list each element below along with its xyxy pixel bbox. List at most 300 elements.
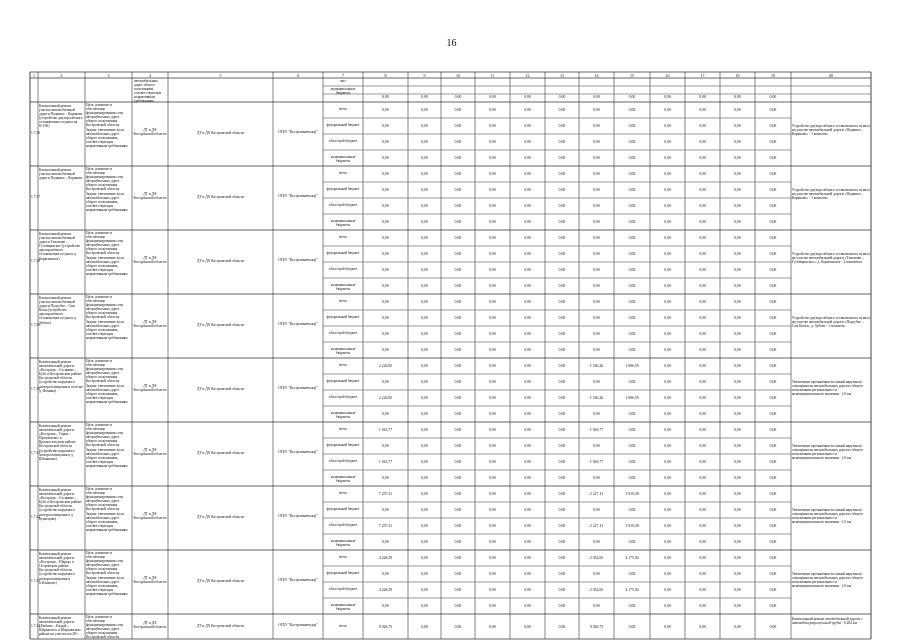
value-cell: 0,00 [628,380,636,384]
value-cell: 0,00 [699,124,706,128]
value-cell: 0,00 [489,300,496,304]
source-label: федеральный бюджет [326,443,360,447]
value-cell: 0,00 [558,268,566,272]
row-customer: ОГБУ "Костромаавтодор" [278,386,318,390]
value-cell: 0,00 [734,624,741,629]
value-cell: 0,00 [664,140,671,144]
value-cell: 0,00 [593,540,600,544]
value-cell: 0,00 [489,156,496,160]
value-cell: 0,00 [558,348,566,352]
value-cell: 0,00 [734,252,741,256]
value-cell: 0,00 [489,140,496,144]
value-cell: 0,00 [524,396,531,400]
value-cell: 1 943,77 [378,428,393,432]
value-cell: 9 026,75 [589,624,604,629]
value-cell: 0,00 [382,108,389,112]
source-label: всего [338,299,348,303]
value-cell: 0,00 [664,572,671,576]
header-cell-3: 3 [107,72,110,78]
header-cell-11: 11 [490,72,495,78]
value-cell: 1 943,77 [589,428,604,432]
row-responsible: ДТ и ДХ Костромской области [133,256,167,265]
value-cell: 0,00 [558,236,566,240]
value-cell: 0,00 [454,428,462,432]
value-cell: 0,00 [628,604,636,608]
value-cell: 0,00 [664,252,671,256]
value-cell: 9 026,75 [378,624,393,629]
value-cell: 0,00 [454,556,462,560]
value-cell: 5 010,28 [625,524,639,528]
row-executor: ДТ и ДХ Костромской области [196,323,245,327]
value-cell: 4 228,59 [378,556,393,560]
value-cell: 0,00 [664,492,671,496]
value-cell: 0,00 [558,604,566,608]
value-cell: 0,00 [664,332,671,336]
value-cell: 0,00 [558,492,566,496]
value-cell: 0,00 [593,252,600,256]
value-cell: 0,00 [628,124,636,128]
value-cell: 0,00 [593,332,600,336]
value-cell: 0,00 [454,524,462,528]
value-cell: 0,00 [699,236,706,240]
value-cell: 0,00 [769,604,777,608]
value-cell: 0,00 [734,316,741,320]
value-cell: 0,00 [699,476,706,480]
value-cell: 0,00 [699,588,706,592]
value-cell: 0,00 [734,156,741,160]
page-number: 16 [446,38,457,49]
value-cell: 4 175,94 [625,588,639,592]
value-cell: 0,00 [769,220,777,224]
value-cell: 0,00 [699,156,706,160]
value-cell: 0,00 [558,444,566,448]
value-cell: 0,00 [489,172,496,176]
value-cell: 0,00 [489,108,496,112]
value-cell: 0,00 [489,476,496,480]
value-cell: 0,00 [664,380,671,384]
value-cell: 0,00 [628,108,636,112]
value-cell: 0,00 [593,108,600,112]
value-cell: 0,00 [489,332,496,336]
value-cell: 0,00 [699,140,706,144]
value-cell: 0,00 [734,588,741,592]
value-cell: 0,00 [734,428,741,432]
value-cell: 0,00 [664,364,671,368]
value-cell: 0,00 [489,508,496,512]
value-cell: 0,00 [664,236,671,240]
value-cell: 0,00 [769,268,777,272]
value-cell: 0,00 [454,572,462,576]
source-label: муниципальные бюджеты [330,155,356,164]
row-executor: ДТ и ДХ Костромской области [196,451,245,455]
row-goal-text: Цель: развитие и обеспечение функционирования сети автомобильных дорог общего пользования Костромской области [86,615,124,640]
value-cell: 0,00 [769,412,777,416]
value-cell: 0,00 [628,172,636,176]
value-cell: 0,00 [454,588,462,592]
value-cell: 0,00 [734,540,741,544]
value-cell: 0,00 [421,476,428,480]
value-cell: 4 175,94 [625,556,639,560]
value-cell: 0,00 [524,332,531,336]
source-label: федеральный бюджет [326,251,360,255]
value-cell: 0,00 [558,524,566,528]
value-cell: 0,00 [628,316,636,320]
value-cell: 0,00 [524,540,531,544]
row-executor: ДТ и ДХ Костромской области [196,515,245,519]
value-cell: 0,00 [454,540,462,544]
header-cell-9: 9 [423,72,426,78]
source-label: федеральный бюджет [326,123,360,127]
value-cell: 0,00 [524,236,531,240]
row-id: 1.7.36 [31,131,40,135]
value-cell: 0,00 [489,396,496,400]
value-cell: 0,00 [558,284,566,288]
value-cell: 0,00 [699,508,706,512]
value-cell: 0,00 [489,428,496,432]
value-cell: 0,00 [734,204,741,208]
value-cell: 0,00 [593,444,600,448]
value-cell: 0,00 [421,220,428,224]
value-cell: 0,00 [454,316,462,320]
value-cell: 0,00 [421,588,428,592]
value-cell: 0,00 [421,332,428,336]
value-cell: 0,00 [421,508,428,512]
row-executor: ДТ и ДХ Костромской области [196,623,245,628]
value-cell: 0,00 [734,348,741,352]
value-cell: 0,00 [558,220,566,224]
value-cell: 0,00 [558,508,566,512]
value-cell: 0,00 [769,95,777,99]
source-label: областной бюджет [328,459,358,463]
value-cell: 0,00 [454,492,462,496]
value-cell: 0,00 [524,252,531,256]
value-cell: 0,00 [664,396,671,400]
source-label: муниципальные бюджеты [330,347,356,356]
value-cell: 0,00 [699,524,706,528]
row-expected-result: Капитальный ремонт автомобильной дороги с заменой водопропускной трубы - 0,204 км [792,616,863,625]
value-cell: 0,00 [664,508,671,512]
header-cell-2: 2 [60,72,63,78]
value-cell: 0,00 [454,624,462,629]
value-cell: 0,00 [489,556,496,560]
value-cell: 0,00 [699,428,706,432]
value-cell: 0,00 [489,540,496,544]
value-cell: 0,00 [421,348,428,352]
value-cell: 0,00 [382,95,389,99]
value-cell: 7 237,41 [378,492,393,496]
value-cell: 0,00 [769,204,777,208]
value-cell: 0,00 [454,348,462,352]
value-cell: 0,00 [699,172,706,176]
value-cell: 0,00 [628,572,636,576]
row-measure-name: Капитальный ремонт автомобильной дороги «Кострома – Горки – Прокопьево» в Красносельском районе Костромской области (устройство наружного электроосвещения в д. Шемякино) [39,424,76,461]
value-cell: 0,00 [769,508,777,512]
value-cell: 0,00 [593,348,600,352]
value-cell: 0,00 [421,444,428,448]
value-cell: 0,00 [382,380,389,384]
value-cell: 0,00 [382,284,389,288]
value-cell: 0,00 [734,188,741,192]
row-id: 1.7.40 [31,387,40,391]
value-cell: 0,00 [734,508,741,512]
value-cell: 0,00 [421,572,428,576]
row-measure-name: Капитальный ремонт участка автомобильной дороги Подвязье – Коряково [39,168,83,181]
value-cell: 0,00 [489,220,496,224]
value-cell: 0,00 [454,284,462,288]
value-cell: 0,00 [628,624,636,629]
value-cell: 0,00 [628,156,636,160]
value-cell: 0,00 [734,332,741,336]
value-cell: 0,00 [382,508,389,512]
value-cell: 0,00 [558,624,566,629]
value-cell: 0,00 [699,380,706,384]
value-cell: 2 226,85 [378,396,393,400]
value-cell: 0,00 [489,95,496,99]
value-cell: 0,00 [558,380,566,384]
value-cell: 0,00 [769,444,777,448]
value-cell: 0,00 [734,604,741,608]
value-cell: 0,00 [524,220,531,224]
value-cell: 0,00 [421,412,428,416]
value-cell: 1 540,26 [589,396,604,400]
value-cell: 0,00 [382,124,389,128]
value-cell: 0,00 [769,316,777,320]
row-measure-name: Капитальный ремонт участка автомобильной дороги Тихоново – Гусевщинское (устройство двухпролётного остановочного пункта д. Корягинское) [39,232,81,261]
source-label: муниципальные бюджеты [330,539,356,548]
value-cell: 0,00 [382,540,389,544]
value-cell: 0,00 [734,300,741,304]
value-cell: 0,00 [454,332,462,336]
value-cell: 0,00 [664,524,671,528]
value-cell: 2 226,85 [378,364,393,368]
value-cell: 0,00 [699,624,706,629]
value-cell: 0,00 [734,172,741,176]
source-label: всего [338,107,348,111]
header-cell-20: 20 [829,72,833,78]
value-cell: 0,00 [454,95,462,99]
value-cell: 0,00 [699,252,706,256]
value-cell: 0,00 [734,460,741,464]
value-cell: 0,00 [421,188,428,192]
value-cell: 0,00 [421,624,428,629]
value-cell: 0,00 [421,236,428,240]
header-cell-4: 4 [149,72,151,78]
value-cell: 0,00 [382,268,389,272]
row-customer: ОГБУ "Костромаавтодор" [278,622,318,627]
value-cell: 0,00 [382,348,389,352]
value-cell: 0,00 [489,284,496,288]
value-cell: 0,00 [489,188,496,192]
value-cell: 0,00 [382,604,389,608]
row-id: 1.7.41 [31,451,40,455]
value-cell: 0,00 [524,348,531,352]
value-cell: 0,00 [734,380,741,384]
row-expected-result: Устройство двухпролётного остановочного пункта на участке автомобильной дороги «Подвязье – Коряково» - 1 комплекс [792,188,870,201]
value-cell: 0,00 [628,508,636,512]
value-cell: 5 010,28 [625,492,639,496]
value-cell: 0,00 [593,412,600,416]
value-cell: 0,00 [489,624,496,629]
value-cell: 0,00 [628,428,636,432]
value-cell: 0,00 [382,156,389,160]
value-cell: 0,00 [734,220,741,224]
value-cell: 0,00 [734,284,741,288]
header-cell-7: 7 [342,72,344,78]
value-cell: 0,00 [699,492,706,496]
value-cell: 0,00 [524,284,531,288]
value-cell: 0,00 [524,380,531,384]
value-cell: 0,00 [769,588,777,592]
value-cell: 0,00 [593,140,600,144]
value-cell: 0,00 [699,108,706,112]
row-expected-result: Устройство двухпролётного остановочного пункта на участке автомобильной дороги «Тихоново – Гусевщинское», д. Корягинское - 2 комплекса [792,252,870,265]
value-cell: 0,00 [489,444,496,448]
value-cell: 0,00 [628,252,636,256]
value-cell: 0,00 [454,476,462,480]
value-cell: 0,00 [524,588,531,592]
value-cell: 0,00 [524,188,531,192]
value-cell: 0,00 [558,460,566,464]
value-cell: 0,00 [699,300,706,304]
value-cell: 0,00 [489,588,496,592]
source-label: всего [338,427,348,431]
value-cell: 0,00 [558,204,566,208]
value-cell: 0,00 [421,604,428,608]
value-cell: 0,00 [382,172,389,176]
value-cell: 0,00 [382,220,389,224]
value-cell: 0,00 [628,460,636,464]
value-cell: 0,00 [382,572,389,576]
row-goal-text: Цель: развитие и обеспечение функционирования сети автомобильных дорог общего пользования Костромской области. Задача: увеличение доли автомобильных дорог общего пользования, соответствующих нормативным требованиям [86,167,128,212]
header-cell-16: 16 [665,72,670,78]
value-cell: 0,00 [769,492,777,496]
value-cell: 0,00 [489,572,496,576]
value-cell: 0,00 [699,95,706,99]
value-cell: 0,00 [769,252,777,256]
value-cell: 0,00 [593,380,600,384]
value-cell: 0,00 [382,316,389,320]
row-goal-text: Цель: развитие и обеспечение функционирования сети автомобильных дорог общего пользования Костромской области. Задача: увеличение доли автомобильных дорог общего пользования, соответствующих нормативным требованиям [86,359,128,404]
value-cell: 0,00 [421,540,428,544]
value-cell: 0,00 [524,364,531,368]
value-cell: 2 052,65 [589,588,604,592]
value-cell: 0,00 [664,428,671,432]
row-goal-text: Цель: развитие и обеспечение функционирования сети автомобильных дорог общего пользования Костромской области. Задача: увеличение доли автомобильных дорог общего пользования, соответствующих нормативным требованиям [86,231,128,276]
value-cell: 0,00 [558,252,566,256]
row-expected-result: Увеличение протяжённости линий наружного освещения на автомобильных дорогах общего пользования регионального и межмуниципального значения - 1,0 км [792,380,863,397]
value-cell: 0,00 [628,204,636,208]
value-cell: 0,00 [558,172,566,176]
value-cell: 0,00 [628,284,636,288]
row-measure-name: Капитальный ремонт участка автомобильной дороги Подвязье – Коряково (устройство двухпролётного остановочного пункта на 8+100) [39,104,83,129]
value-cell: 0,00 [558,572,566,576]
value-cell: 0,00 [524,492,531,496]
value-cell: 0,00 [628,236,636,240]
value-cell: 0,00 [628,476,636,480]
value-cell: 0,00 [454,220,462,224]
value-cell: 0,00 [699,604,706,608]
row-responsible: ДТ и ДХ Костромской области [133,576,167,585]
value-cell: 0,00 [558,588,566,592]
value-cell: 0,00 [769,476,777,480]
value-cell: 0,00 [454,156,462,160]
value-cell: 0,00 [558,332,566,336]
source-label: областной бюджет [328,587,358,591]
value-cell: 0,00 [454,172,462,176]
source-label: муниципальные бюджеты [330,603,356,612]
source-label: всего [338,363,348,367]
value-cell: 0,00 [734,140,741,144]
carry-goal-text: автомобильных дорог общего пользования, соответствующих нормативным требованиям [134,79,162,104]
value-cell: 1 540,26 [589,364,604,368]
row-executor: ДТ и ДХ Костромской области [196,131,245,135]
value-cell: 0,00 [628,412,636,416]
value-cell: 0,00 [664,588,671,592]
value-cell: 0,00 [699,316,706,320]
value-cell: 0,00 [382,412,389,416]
carry-source-label: жет [340,79,346,83]
value-cell: 0,00 [699,396,706,400]
row-id: 1.7.38 [31,259,40,263]
value-cell: 0,00 [664,604,671,608]
row-customer: ОГБУ "Костромаавтодор" [278,130,318,134]
value-cell: 0,00 [489,236,496,240]
value-cell: 0,00 [699,556,706,560]
value-cell: 0,00 [664,556,671,560]
value-cell: 0,00 [664,220,671,224]
row-responsible: ДТ и ДХ Костромской области [133,384,167,393]
value-cell: 0,00 [593,204,600,208]
value-cell: 0,00 [664,204,671,208]
value-cell: 0,00 [524,95,531,99]
value-cell: 2 227,13 [589,524,604,528]
header-cell-19: 19 [771,72,775,78]
value-cell: 0,00 [769,108,777,112]
value-cell: 0,00 [421,460,428,464]
value-cell: 0,00 [489,460,496,464]
header-cell-12: 12 [525,72,530,78]
row-id: 1.7.37 [31,195,40,199]
row-id: 1.7.44 [31,623,40,628]
source-label: областной бюджет [328,523,358,527]
value-cell: 0,00 [421,95,428,99]
value-cell: 0,00 [454,380,462,384]
value-cell: 0,00 [524,412,531,416]
value-cell: 0,00 [734,492,741,496]
value-cell: 0,00 [489,524,496,528]
value-cell: 0,00 [664,300,671,304]
source-label: федеральный бюджет [326,507,360,511]
source-label: областной бюджет [328,139,358,143]
value-cell: 0,00 [769,236,777,240]
value-cell: 0,00 [454,444,462,448]
value-cell: 7 237,41 [378,524,393,528]
value-cell: 0,00 [593,268,600,272]
value-cell: 0,00 [421,268,428,272]
row-measure-name: Капитальный ремонт автомобильной дороги «Рыбино – Кадый – Шарыпово» в Шарьинском районе на участке км 28+... [39,616,81,637]
value-cell: 0,00 [489,124,496,128]
value-cell: 0,00 [454,412,462,416]
value-cell: 0,00 [524,108,531,112]
value-cell: 0,00 [524,444,531,448]
value-cell: 0,00 [769,332,777,336]
row-customer: ОГБУ "Костромаавтодор" [278,322,318,326]
value-cell: 0,00 [699,220,706,224]
value-cell: 0,00 [524,524,531,528]
value-cell: 0,00 [593,236,600,240]
source-label: областной бюджет [328,395,358,399]
value-cell: 0,00 [734,396,741,400]
